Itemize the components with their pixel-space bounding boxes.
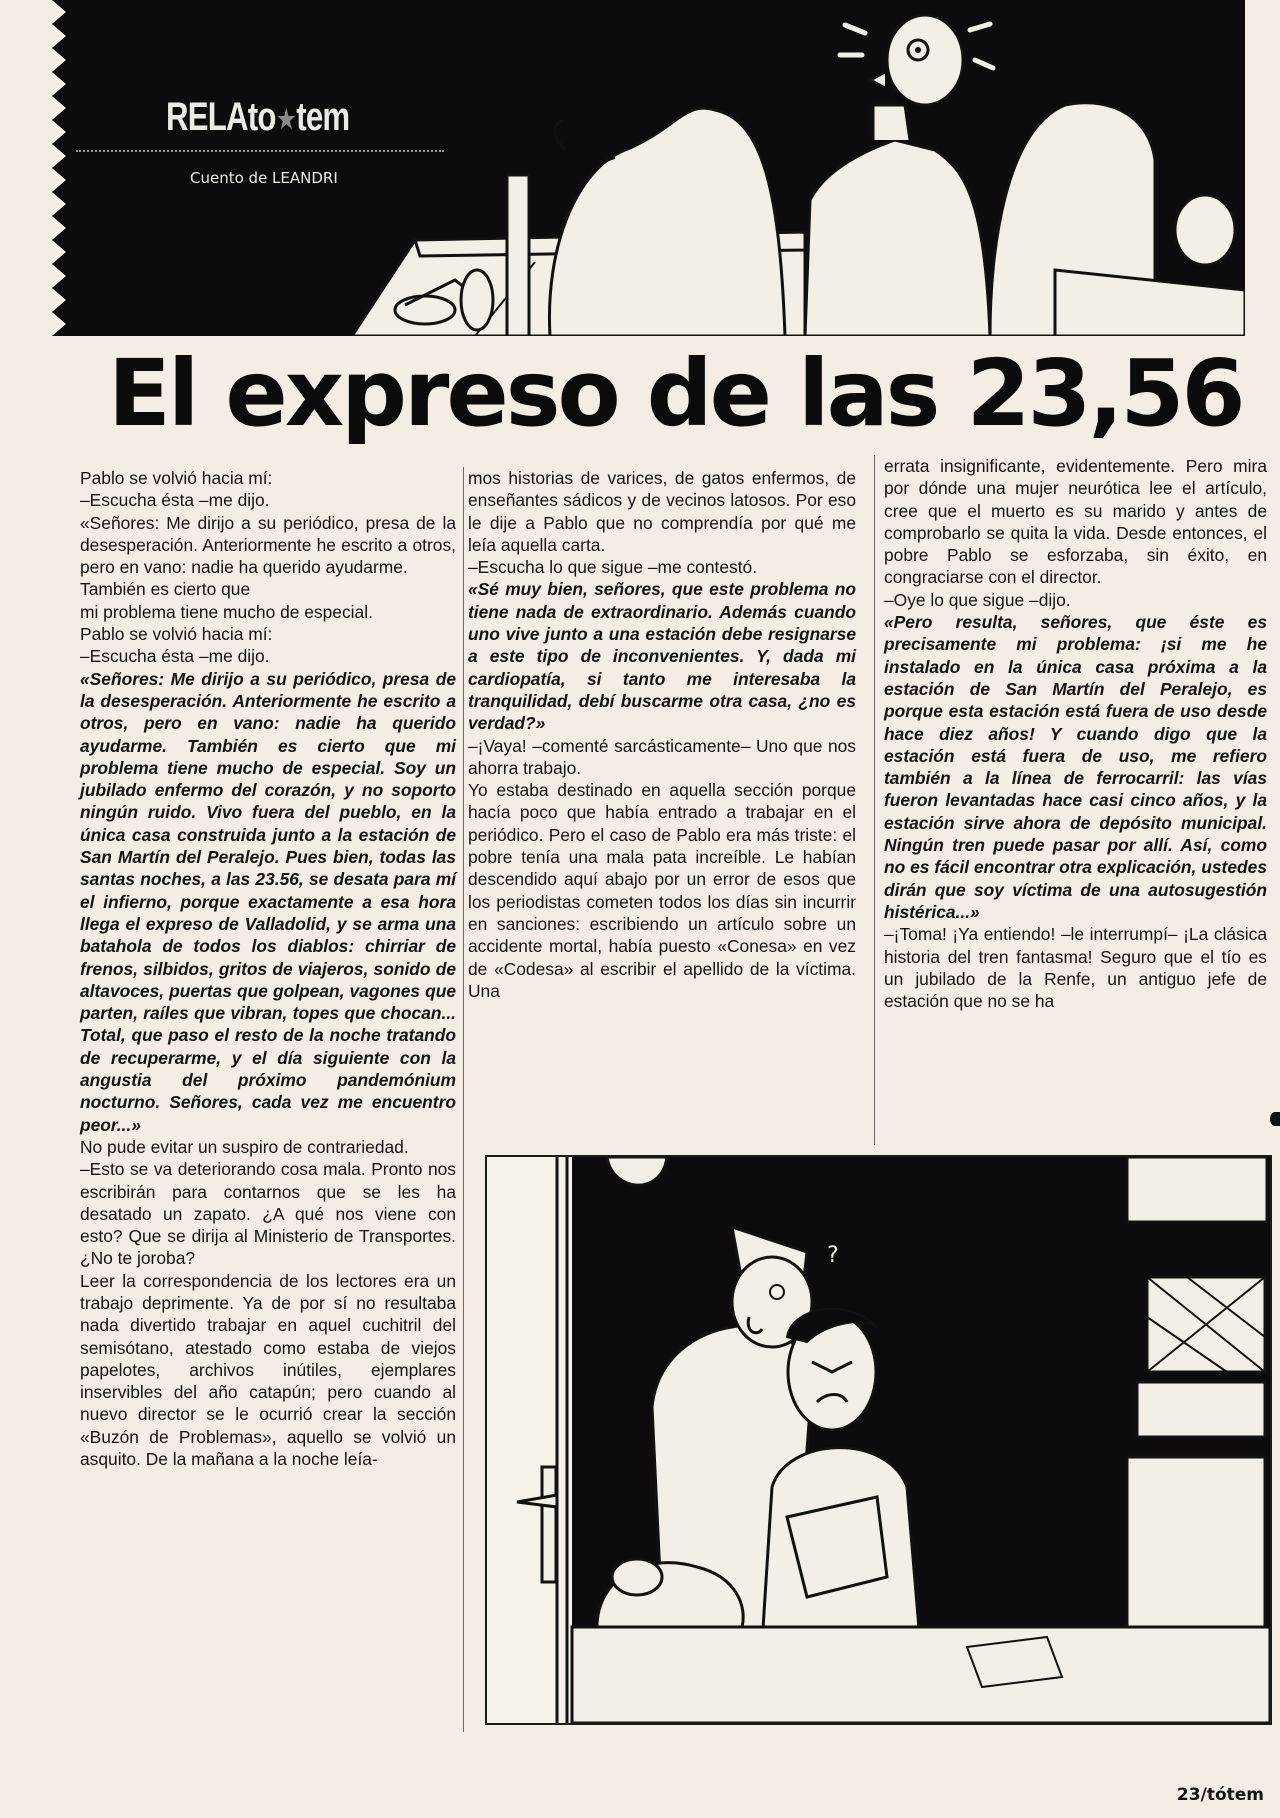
paragraph: Leer la correspondencia de los lectores era un trabajo deprimente. Ya de por sí no resultaba nada divertido trabajar en aquel cuchitril del semisótano, atestado como estaba de viejos papelotes, archivos inútiles, ejemplares inservibles del año catapún; pero cuando al nuevo director se le ocurrió crear la sección «Buzón de Problemas», aquello se volvió un asquito. De la mañana a la noche leía-	[80, 1270, 456, 1470]
margin-marker	[1270, 1112, 1280, 1126]
kicker-left: RELAto	[166, 95, 276, 139]
page-number: 23	[1176, 1785, 1201, 1805]
paragraph: –Oye lo que sigue –dijo.	[884, 589, 1071, 610]
paragraph: Pablo se volvió hacia mí:	[80, 468, 273, 488]
column-rule	[463, 467, 464, 1732]
text-column-3	[884, 455, 1267, 1012]
paragraph: También es cierto que	[80, 579, 251, 600]
page-folio	[1177, 1785, 1264, 1805]
zigzag-edge	[52, 0, 72, 336]
folio-separator: /	[1200, 1785, 1207, 1805]
header-illustration	[245, 0, 1252, 336]
svg-text:?: ?	[827, 1243, 839, 1268]
text-column-2	[468, 467, 856, 1002]
paragraph: mos historias de varices, de gatos enfermos, de enseñantes sádicos y de vecinos latosos. Por eso le dije a Pablo que no comprendía por qué me leía aquella carta.	[468, 468, 856, 555]
letter-quote: «Pero resulta, señores, que éste es precisamente mi problema: ¡si me he instalado en la única casa próxima a la estación de San Martín del Peralejo, es porque esta estación está fuera de uso desde hace diez años! Y cuando digo que la estación está fuera de uso, me refiero también a la línea de ferrocarril: las vías fueron levantadas hace casi cinco años, y la estación sirve ahora de depósito municipal. Ningún tren puede pasar por allí. Así, como no es fácil encontrar otra explicación, ustedes dirán que soy víctima de una autosugestión histérica...»	[884, 612, 1267, 922]
paragraph: –¡Vaya! –comenté sarcásticamente– Uno que nos ahorra trabajo.	[468, 735, 856, 778]
letter-quote: «Señores: Me dirijo a su periódico, presa de la desesperación. Anteriormente he escrito a otros, pero en vano: nadie ha querido ayudarme. También es cierto que mi problema tiene mucho de especial. Soy un jubilado enfermo del corazón, y no soporto ningún ruido. Vivo fuera del pueblo, en la única casa construida junto a la estación de San Martín del Peralejo. Pues bien, todas las santas noches, a las 23.56, se desata para mí el infierno, porque exactamente a esa hora llega el expreso de Valladolid, y se arma una batahola de todos los diablos: chirriar de frenos, silbidos, gritos de viajeros, sonido de altavoces, puertas que golpean, vagones que parten, raíles que vibran, topes que chocan... Total, que paso el resto de la noche tratando de recuperarme, y el día siguiente con la angustia del próximo pandemónium nocturno. Señores, cada vez me encuentro peor...»	[80, 668, 456, 1135]
story-illustration	[485, 1155, 1272, 1725]
paragraph: –Escucha ésta –me dijo.	[80, 646, 270, 667]
paragraph: errata insignificante, evidentemente. Pero mira por dónde una mujer neurótica lee el artículo, cree que el muerto es su marido y antes de comprobarlo se quita la vida. Desde entonces, el pobre Pablo se esforzaba, sin éxito, en congraciarse con el director.	[884, 456, 1267, 588]
paragraph: –¡Toma! ¡Ya entiendo! –le interrumpí– ¡La clásica historia del tren fantasma! Seguro que el tío es un jubilado de la Renfe, un antiguo jefe de estación que no se ha	[884, 924, 1267, 1012]
paragraph: Pablo se volvió hacia mí:	[80, 624, 273, 645]
column-rule	[874, 455, 875, 1145]
kicker-right: tem	[296, 95, 350, 139]
letter-quote: «Sé muy bien, señores, que este problema no tiene nada de extraordinario. Además cuando uno vive junto a una estación debe resignarse a este tipo de inconvenientes. Y, dada mi cardiopatía, si tanto me interesaba la tranquilidad, debí buscarme otra casa, ¿no es verdad?»	[468, 579, 856, 734]
text-column-1	[80, 467, 456, 1470]
paragraph: No pude evitar un suspiro de contrariedad.	[80, 1136, 409, 1157]
star-icon: ★	[277, 103, 295, 134]
paragraph: «Señores: Me dirijo a su periódico, presa de la desesperación. Anteriormente he escrito a otros, pero en vano: nadie ha querido ayudarme.	[80, 512, 456, 578]
paragraph: Yo estaba destinado en aquella sección porque hacía poco que había entrado a trabajar en el periódico. Pero el caso de Pablo era más triste: el pobre tenía una mala pata increíble. Le habían descendido aquí abajo por un error de esos que los periodistas cometen todos los días sin incurrir en sanciones: escribiendo un artículo sobre un accidente mortal, había puesto «Conesa» en vez de «Codesa» al escribir el apellido de la víctima. Una	[468, 780, 856, 1001]
magazine-name: tótem	[1206, 1785, 1264, 1805]
paragraph: mi problema tiene mucho de especial.	[80, 601, 373, 622]
byline: Cuento de LEANDRI	[190, 169, 338, 187]
paragraph: –Esto se va deteriorando cosa mala. Pronto nos escribirán para contarnos que se les ha desatado un zapato. ¿A qué nos viene con esto? Que se dirija al Ministerio de Transportes. ¿No te joroba?	[80, 1159, 456, 1269]
paragraph: –Escucha lo que sigue –me contestó.	[468, 557, 758, 578]
office-scene-illustration	[487, 1157, 1270, 1723]
paragraph: –Escucha ésta –me dijo.	[80, 490, 270, 511]
story-headline: El expreso de las 23,56	[108, 340, 1243, 447]
